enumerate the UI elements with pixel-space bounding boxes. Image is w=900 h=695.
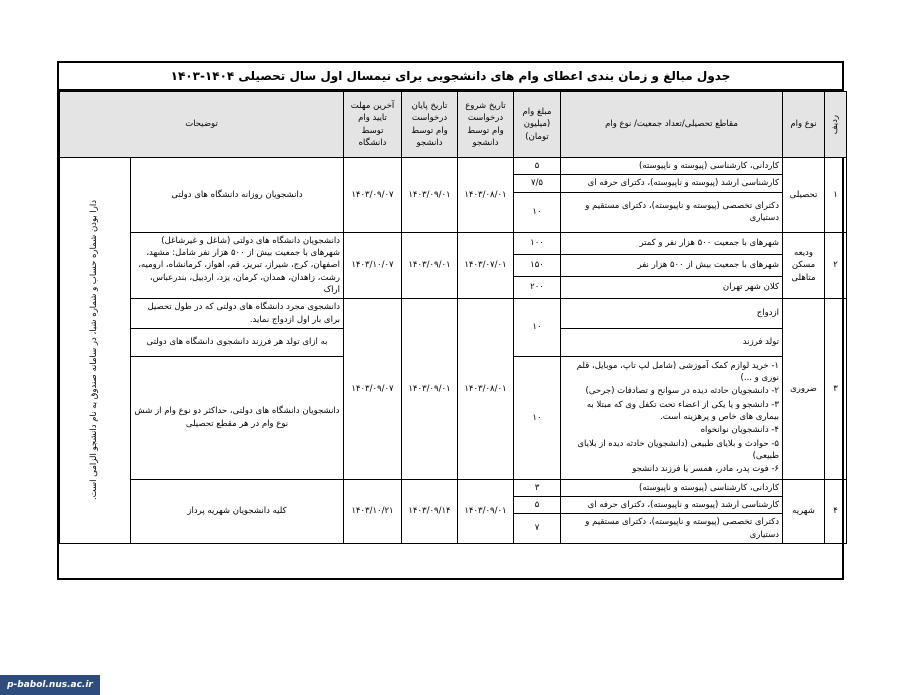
level-cell: کلان شهر تهران [561, 277, 783, 299]
loan-type: ضروری [783, 299, 825, 479]
level-cell: شهرهای با جمعیت بیش از ۵۰۰ هزار نفر [561, 254, 783, 276]
list-item: ۶- فوت پدر، مادر، همسر یا فرزند دانشجو [632, 464, 779, 475]
row-number: ۲ [825, 232, 847, 299]
notes-cell: به ازای تولد هر فرزند دانشجوی دانشگاه های دولتی [131, 328, 344, 356]
table-row [60, 158, 847, 175]
deadline-date: ۱۴۰۳/۱۰/۰۷ [344, 232, 402, 299]
header-end-date: تاریخ پایان درخواست وام توسط دانشجو [402, 92, 458, 158]
loan-schedule-document [57, 61, 844, 580]
list-item: ۲- دانشجویان حادثه دیده در سوانح و تصادفات (جرحی) [585, 386, 779, 397]
notes-cell: کلیه دانشجویان شهریه پرداز [131, 479, 344, 543]
amount-cell: ۷/۵ [514, 175, 561, 192]
loan-type: شهریه [783, 479, 825, 543]
deadline-date: ۱۴۰۳/۰۹/۰۷ [344, 299, 402, 479]
header-row [60, 92, 847, 158]
start-date: ۱۴۰۳/۰۸/۰۱ [458, 158, 514, 233]
header-start-date: تاریخ شروع درخواست وام توسط دانشجو [458, 92, 514, 158]
amount-cell: ۵ [514, 496, 561, 513]
notes-cell: دانشجویان دانشگاه های دولتی (شاغل و غیرشاغل) شهرهای با جمعیت بیش از ۵۰۰ هزار نفر شامل: مشهد، اصفهان، کرج، شیراز، تبریز، قم، اهواز، کرمانشاه، ارومیه، رشت، زاهدان، همدان، کرمان، یزد، اردبیل، بندرعباس، اراک [131, 232, 344, 299]
level-cell: دکترای تخصصی (پیوسته و ناپیوسته)، دکترای مستقیم و دستیاری [561, 192, 783, 232]
notes-cell: دانشجوی مجرد دانشگاه های دولتی که در طول تحصیل برای بار اول ازدواج نماید. [131, 299, 344, 329]
list-item: ۳- دانشجو و یا یکی از اعضاء تحت تکفل وی که مبتلا به بیماری های خاص و پرهزینه است. [586, 399, 779, 423]
start-date: ۱۴۰۳/۰۸/۰۱ [458, 299, 514, 479]
list-item: ۵- حوادث و بلایای طبیعی (دانشجویان حادثه دیده از بلایای طبیعی) [577, 438, 779, 461]
header-amount: مبلغ وام (میلیون تومان) [514, 92, 561, 158]
end-date: ۱۴۰۳/۰۹/۰۱ [402, 158, 458, 233]
header-levels: مقاطع تحصیلی/تعداد جمعیت/ نوع وام [561, 92, 783, 158]
row-number: ۴ [825, 479, 847, 543]
amount-cell: ۵ [514, 158, 561, 175]
site-watermark: p-babol.nus.ac.ir [0, 675, 100, 695]
list-item: ۱- خرید لوازم کمک آموزشی (شامل لپ تاپ، موبایل، قلم نوری و ...) [576, 360, 779, 384]
deadline-date: ۱۴۰۳/۱۰/۲۱ [344, 479, 402, 543]
level-cell: کاردانی، کارشناسی (پیوسته و ناپیوسته) [561, 158, 783, 175]
level-cell: کارشناسی ارشد (پیوسته و ناپیوسته)، دکترای حرفه ای [561, 496, 783, 513]
level-cell: کارشناسی ارشد (پیوسته و ناپیوسته)، دکترای حرفه ای [561, 175, 783, 192]
notes-cell: دانشجویان روزانه دانشگاه های دولتی [131, 158, 344, 233]
row-number: ۳ [825, 299, 847, 479]
level-cell: شهرهای با جمعیت ۵۰۰ هزار نفر و کمتر [561, 232, 783, 254]
start-date: ۱۴۰۳/۰۹/۰۱ [458, 479, 514, 543]
deadline-date: ۱۴۰۳/۰۹/۰۷ [344, 158, 402, 233]
header-row-no: ردیف [825, 92, 847, 158]
header-notes: توضیحات [60, 92, 344, 158]
header-confirm-deadline: آخرین مهلت تایید وام توسط دانشگاه [344, 92, 402, 158]
table-row [60, 232, 847, 254]
loan-type: ودیعه مسکن متاهلی [783, 232, 825, 299]
loan-type: تحصیلی [783, 158, 825, 233]
amount-cell: ۱۰۰ [514, 232, 561, 254]
amount-cell: ۱۵۰ [514, 254, 561, 276]
table-row [60, 299, 847, 329]
emergency-reasons-list [561, 356, 783, 479]
amount-cell: ۷ [514, 514, 561, 544]
header-loan-type: نوع وام [783, 92, 825, 158]
document-title: جدول مبالغ و زمان بندی اعطای وام های دانشجویی برای نیمسال اول سال تحصیلی ۱۴۰۴-۱۴۰۳ [59, 63, 842, 91]
level-cell: ازدواج [561, 299, 783, 329]
amount-cell: ۱۰ [514, 356, 561, 479]
amount-cell: ۲۰۰ [514, 277, 561, 299]
side-note: دارا بودن شماره حساب و شماره شبا، در سامانه صندوق به نام دانشجو الزامی است. [60, 158, 131, 544]
row-number: ۱ [825, 158, 847, 233]
end-date: ۱۴۰۳/۰۹/۱۴ [402, 479, 458, 543]
amount-cell: ۱۰ [514, 299, 561, 357]
loan-table [59, 91, 847, 544]
list-item: ۴- دانشجویان نوانخواه [700, 425, 779, 436]
end-date: ۱۴۰۳/۰۹/۰۱ [402, 232, 458, 299]
notes-cell: دانشجویان دانشگاه های دولتی، حداکثر دو نوع وام از شش نوع وام در هر مقطع تحصیلی [131, 356, 344, 479]
amount-cell: ۳ [514, 479, 561, 496]
level-cell: کاردانی، کارشناسی (پیوسته و ناپیوسته) [561, 479, 783, 496]
level-cell: تولد فرزند [561, 328, 783, 356]
start-date: ۱۴۰۳/۰۷/۰۱ [458, 232, 514, 299]
table-row [60, 479, 847, 496]
amount-cell: ۱۰ [514, 192, 561, 232]
level-cell: دکترای تخصصی (پیوسته و ناپیوسته)، دکترای مستقیم و دستیاری [561, 514, 783, 544]
end-date: ۱۴۰۳/۰۹/۰۱ [402, 299, 458, 479]
